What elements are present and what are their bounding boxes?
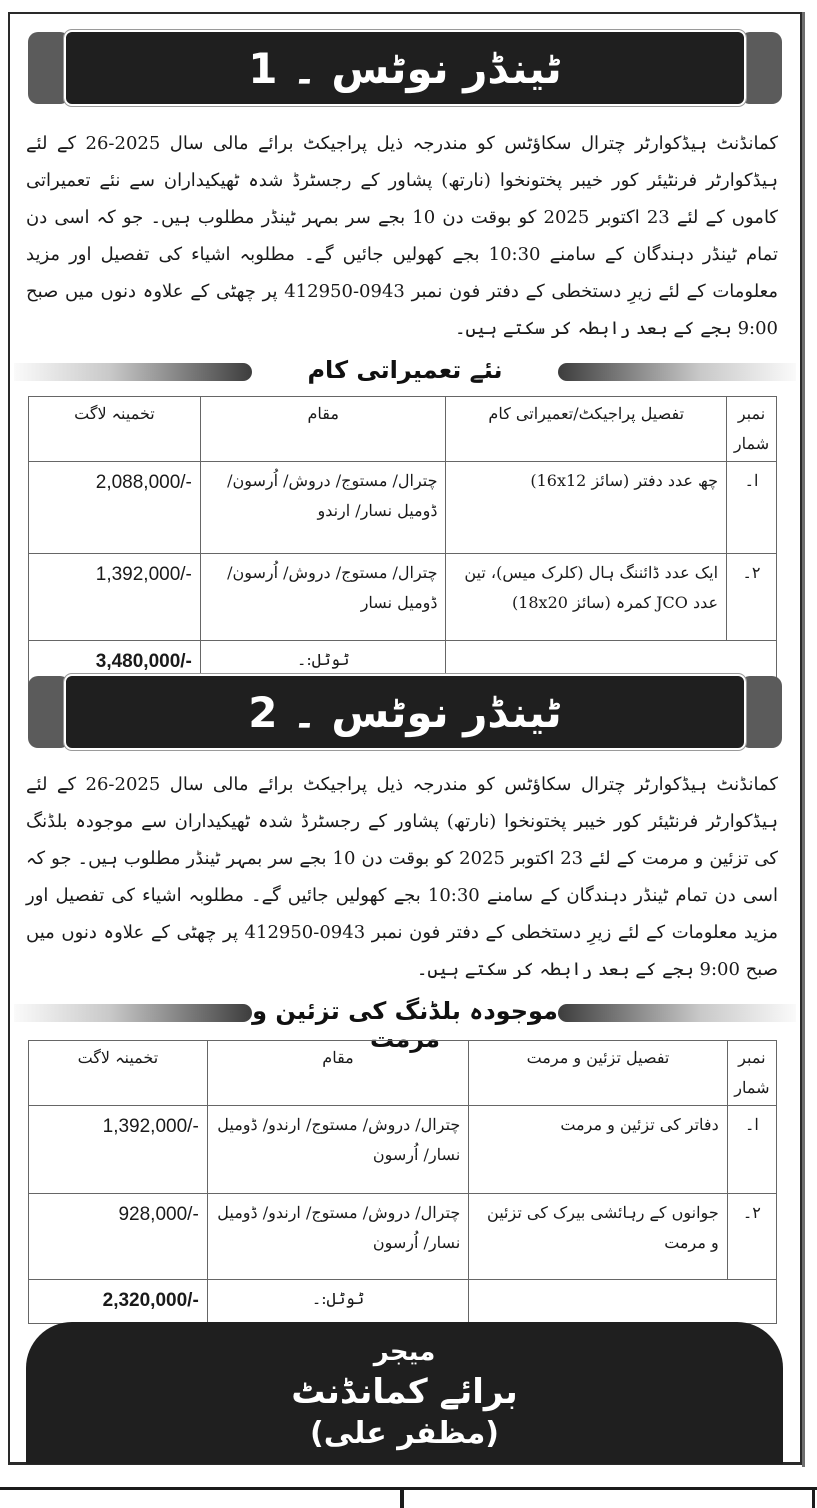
table-header-row [29, 397, 777, 462]
bottom-column-divider [400, 1488, 404, 1508]
col-header-cost: تخمینہ لاگت [29, 1041, 208, 1106]
notice2-section-heading [14, 995, 796, 1053]
notice1-body: کمانڈنٹ ہیڈکوارٹر چترال سکاؤٹس کو مندرجہ ذیل پراجیکٹ برائے مالی سال 2025-26 کے لئے ہیڈکوارٹر فرنٹیئر کور خیبر پختونخوا (نارتھ) پشاور کے رجسٹرڈ شدہ ٹھیکیداران سے نئے تعمیراتی کاموں کے لئے 23 اکتوبر 2025 کو بوقت دن 10 بجے سر بمہر ٹینڈر مطلوب ہیں۔ جو کہ اسی دن تمام ٹینڈر دہندگان کے سامنے 10:30 بجے کھولیں جائیں گے۔ مطلوبہ اشیاء کی تفصیل اور مزید معلومات کے لئے زیرِ دستخطی کے دفتر فون نمبر 0943-412950 پر چھٹی کے علاوہ دنوں میں صبح 9:00 بجے کے بعد رابطہ کر سکتے ہیں۔ [26, 133, 779, 339]
signature-rank: میجر [373, 1337, 436, 1367]
total-blank [469, 1280, 777, 1324]
frame-shadow [802, 12, 805, 1467]
col-header-sr: نمبر شمار [727, 1041, 776, 1106]
total-label: ٹوٹل:۔ [200, 641, 446, 691]
notice2-section-title: موجودہ بلڈنگ کی تزئین و مرمت [252, 997, 558, 1053]
bottom-right-edge [812, 1488, 815, 1508]
banner-tab-right [740, 676, 782, 748]
notice1-table [28, 396, 777, 691]
notice2-table [28, 1040, 777, 1324]
notice1-section-heading [14, 354, 796, 390]
col-header-location: مقام [200, 397, 446, 462]
notice2-title: ٹینڈر نوٹس ۔ 2 [64, 674, 746, 750]
col-header-cost: تخمینہ لاگت [29, 397, 201, 462]
banner-tab-right [740, 32, 782, 104]
signature-block [26, 1322, 783, 1464]
row-detail: ایک عدد ڈائننگ ہال (کلرک میس)، تین عدد JCO کمرہ (سائز 18x20) [446, 554, 727, 641]
row-sr: ا۔ [727, 1106, 776, 1194]
row-detail: جوانوں کے رہائشی بیرک کی تزئین و مرمت [469, 1194, 727, 1280]
col-header-detail: تفصیل پراجیکٹ/تعمیراتی کام [446, 397, 727, 462]
bottom-divider [0, 1487, 817, 1490]
notice1-title: ٹینڈر نوٹس ۔ 1 [64, 30, 746, 106]
notice2-banner [28, 674, 782, 750]
row-sr: ۲۔ [727, 1194, 776, 1280]
row-location: چترال/ مستوج/ دروش/ اُرسون/ ڈومیل نسار [200, 554, 446, 641]
row-cost: 2,088,000/- [29, 462, 201, 554]
col-header-location: مقام [207, 1041, 469, 1106]
row-cost: 1,392,000/- [29, 1106, 208, 1194]
heading-bar-left [14, 363, 252, 381]
heading-bar-right [558, 1004, 796, 1022]
table-row [29, 1194, 777, 1280]
heading-bar-left [14, 1004, 252, 1022]
row-location: چترال/ دروش/ مستوج/ ارندو/ ڈومیل نسار/ اُرسون [207, 1106, 469, 1194]
table-row [29, 462, 777, 554]
heading-bar-right [558, 363, 796, 381]
col-header-sr: نمبر شمار [727, 397, 777, 462]
row-detail: چھ عدد دفتر (سائز 16x12) [446, 462, 727, 554]
row-detail: دفاتر کی تزئین و مرمت [469, 1106, 727, 1194]
col-header-detail: تفصیل تزئین و مرمت [469, 1041, 727, 1106]
total-label: ٹوٹل:۔ [207, 1280, 469, 1324]
row-cost: 1,392,000/- [29, 554, 201, 641]
row-cost: 928,000/- [29, 1194, 208, 1280]
total-cost: 3,480,000/- [29, 641, 201, 691]
signature-name: (مظفر علی) [309, 1416, 499, 1451]
notice1-section-title: نئے تعمیراتی کام [307, 356, 503, 384]
notice1-banner [28, 30, 782, 106]
signature-designation: برائے کمانڈنٹ [291, 1372, 518, 1412]
row-sr: ا۔ [727, 462, 777, 554]
table-row [29, 554, 777, 641]
row-location: چترال/ دروش/ مستوج/ ارندو/ ڈومیل نسار/ اُرسون [207, 1194, 469, 1280]
table-total-row [29, 1280, 777, 1324]
total-cost: 2,320,000/- [29, 1280, 208, 1324]
notice2-body: کمانڈنٹ ہیڈکوارٹر چترال سکاؤٹس کو مندرجہ ذیل پراجیکٹ برائے مالی سال 2025-26 کے لئے ہیڈکوارٹر فرنٹیئر کور خیبر پختونخوا (نارتھ) پشاور کے رجسٹرڈ شدہ ٹھیکیداران سے موجودہ بلڈنگ کی تزئین و مرمت کے لئے 23 اکتوبر 2025 کو بوقت دن 10 بجے سر بمہر ٹینڈر مطلوب ہیں۔ جو کہ اسی دن تمام ٹینڈر دہندگان کے سامنے 10:30 بجے کھولیں جائیں گے۔ مطلوبہ اشیاء کی تفصیل اور مزید معلومات کے لئے زیرِ دستخطی کے دفتر فون نمبر 0943-412950 پر چھٹی کے علاوہ دنوں میں صبح 9:00 بجے کے بعد رابطہ کر سکتے ہیں۔ [26, 774, 778, 980]
row-location: چترال/ مستوج/ دروش/ اُرسون/ ڈومیل نسار/ ارندو [200, 462, 446, 554]
table-header-row [29, 1041, 777, 1106]
row-sr: ۲۔ [727, 554, 777, 641]
table-row [29, 1106, 777, 1194]
